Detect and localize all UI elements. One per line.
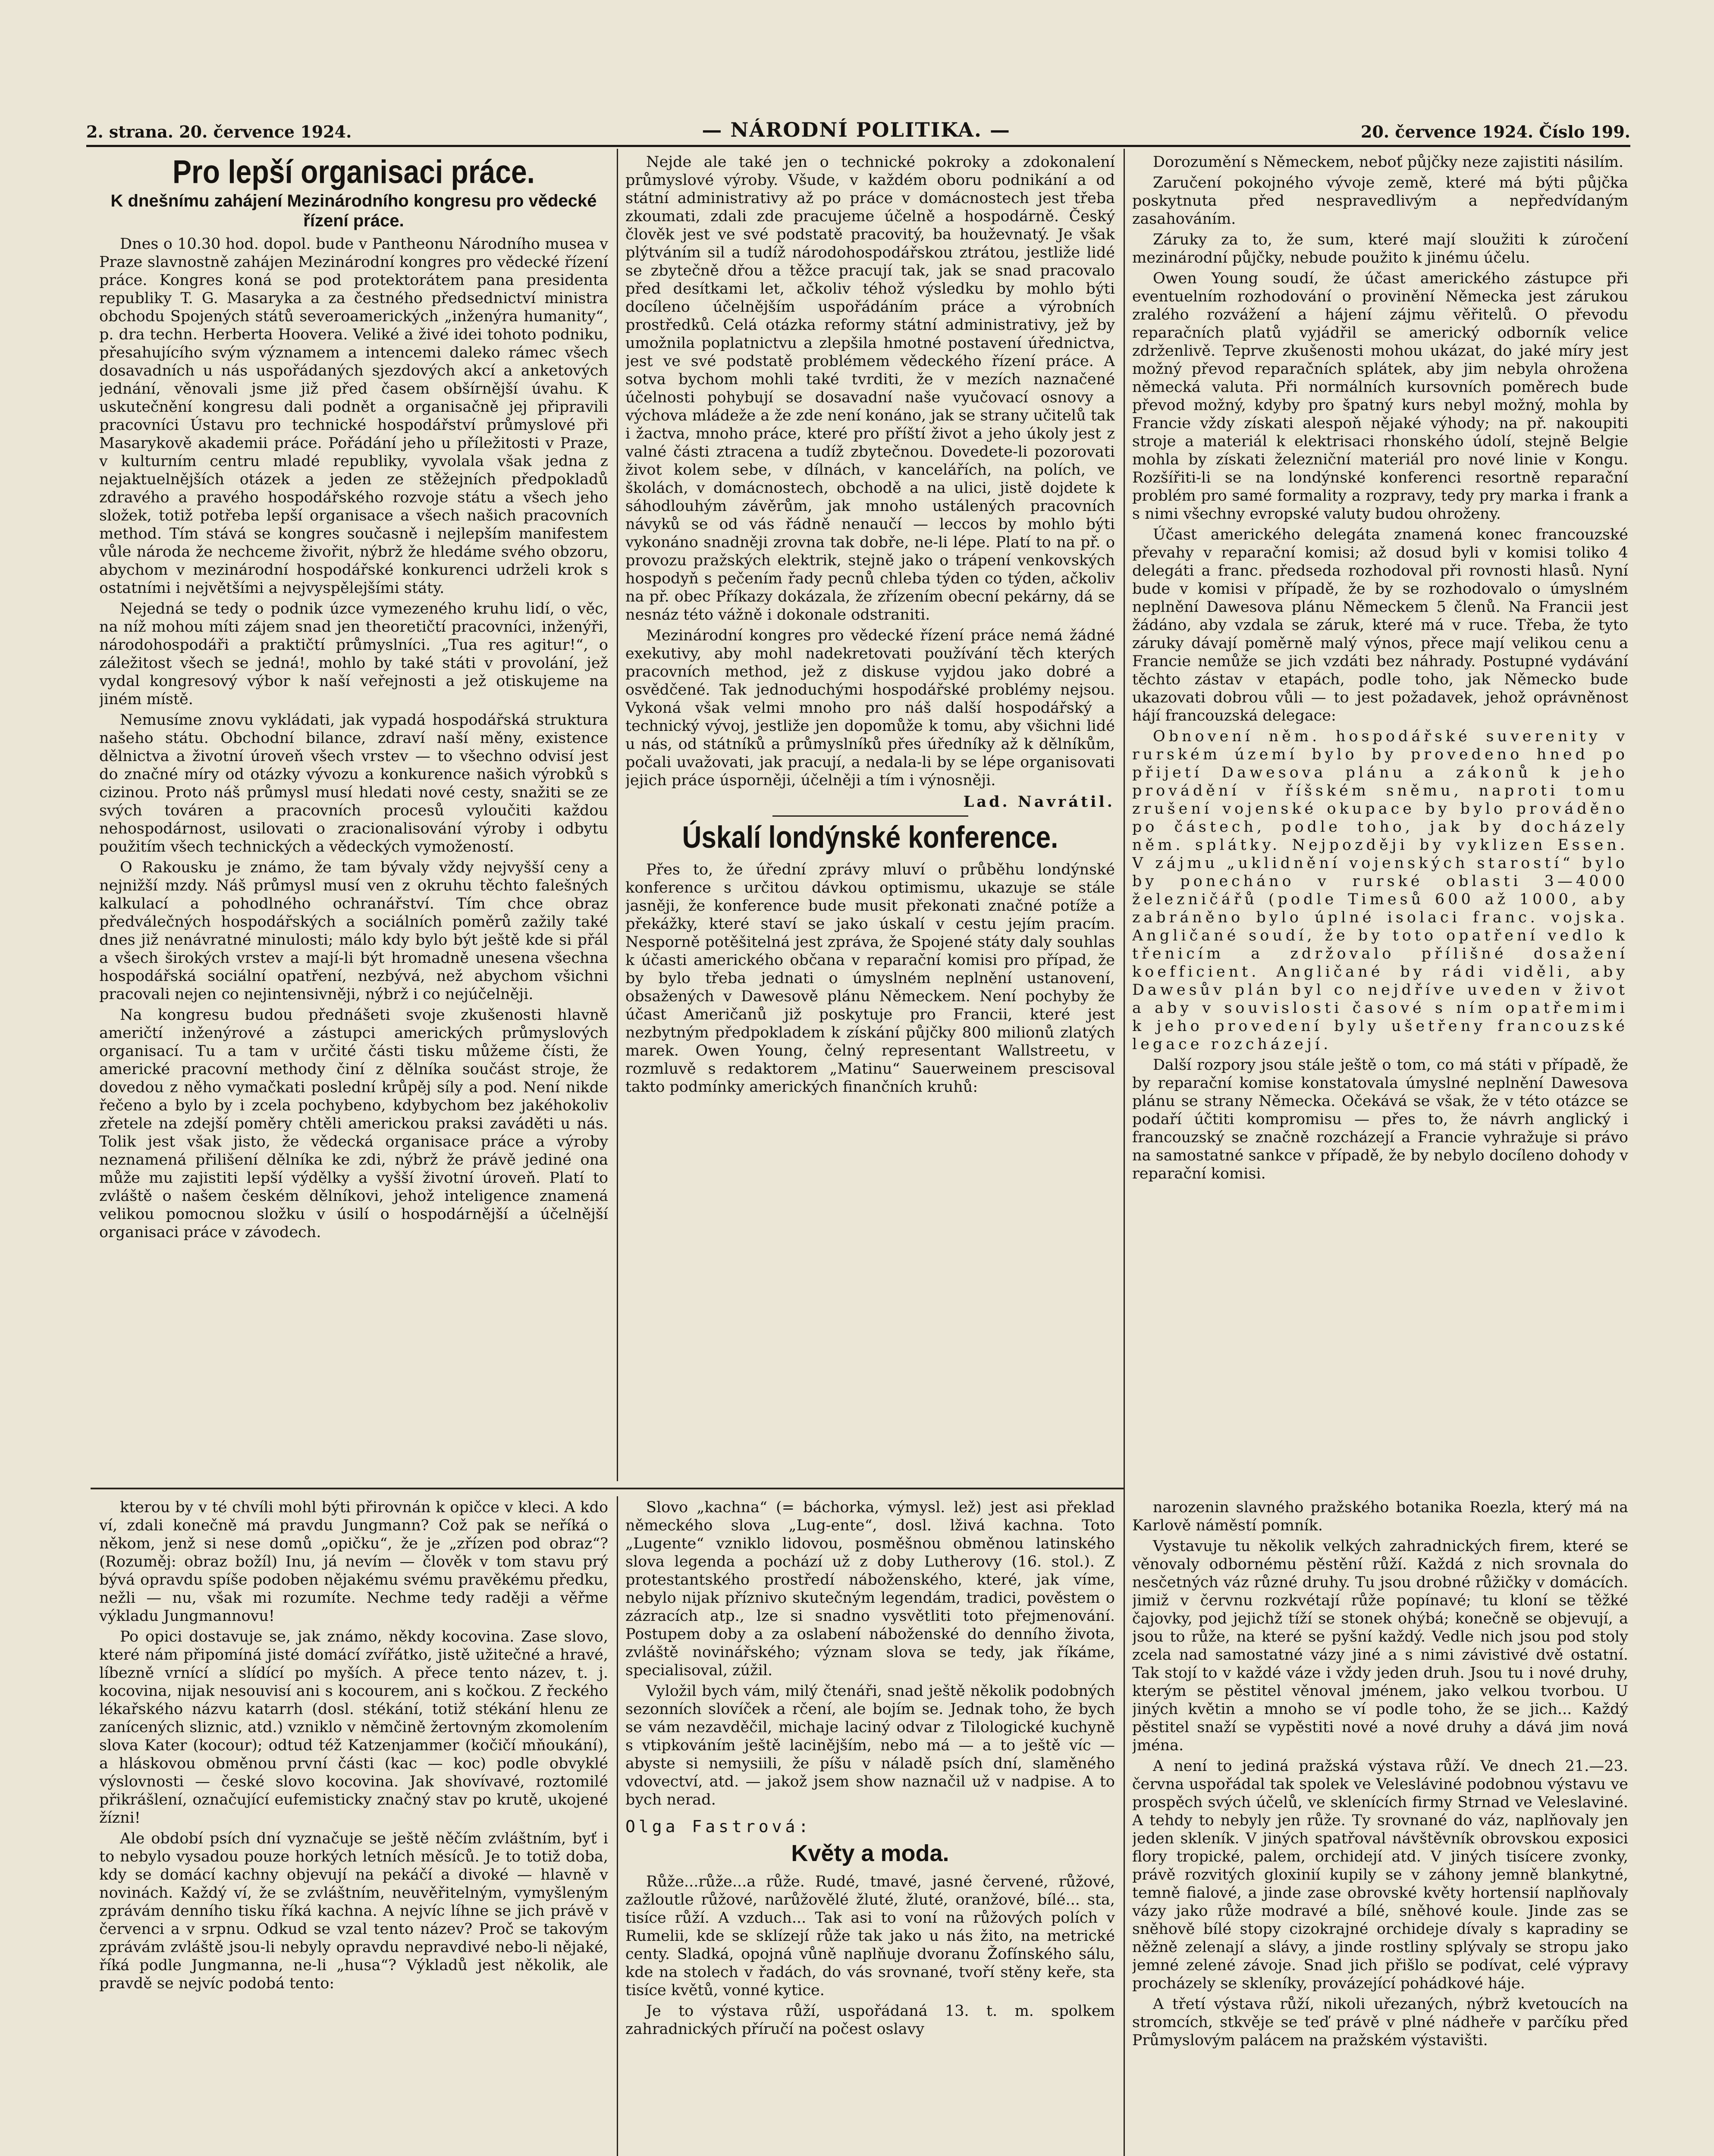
paragraph: Ale období psích dní vyznačuje se ještě něčím zvláštním, byť i to nebylo vysadou pouze horkých letních měsíců. Je to totiž doba, kdy se domácí kachny objevují na pekáčí a divoké — hlavně v novinách. Každý ví, že se zvláštním, neuvěřitelným, vymyšleným zprávám denního tisku říká kachna. A nejvíc líhne se jich právě v červenci a v srpnu. Odkud se vzal tento název? Proč se takovým zprávám zvláště jsou-li nebyly opravdu nepravdivé nebo-li nějaké, říká podle Jungmanna, ne-li „husa“? Výkladů jest několik, ale pravdě se nejvíc podobá tento: <box>99 1830 608 1992</box>
author-signature: Lad. Navrátil. <box>963 793 1115 811</box>
article-subtitle: K dnešnímu zahájení Mezinárodního kongresu pro vědecké řízení práce. <box>110 191 597 230</box>
paragraph: Je to výstava růží, uspořádaná 13. t. m. spolkem zahradnických příručí na počest oslavy <box>625 2002 1115 2038</box>
paragraph: O Rakousku je známo, že tam bývaly vždy nejvyšší ceny a nejnižší mzdy. Náš průmysl musí ven z okruhu těchto falešných kalkulací a pohodlného ochranářství. Tím chce obraz předválečných hospodářských a sociálních poměrů zažily také dnes již nenávratné minulosti; málo kdy bylo být ještě kde si přál a všech širokých vrstev a mají-li být hromadně unesena všechna hospodářská sociální opatření, nezbývá, než abychom všichni pracovali nejen co nejintensivněji, nýbrž i co nejúčelněji. <box>99 859 608 1003</box>
separator <box>772 815 968 817</box>
feuilleton-col2 <box>625 1498 1115 2156</box>
article-title: Pro lepší organisaci práce. <box>172 153 535 190</box>
feuilleton-author: Olga Fastrová: <box>625 1817 812 1836</box>
paragraph: Vyložil bych vám, milý čtenáři, snad ještě několik podobných sezonních slovíček a rčení, ale bojím se. Jednak toho, že bych se vám nezavděčil, michaje laciný odvar z Tilologické kuchyně s vtipkováním ještě lacinějším, nebo má — a to ještě víc — abyste si nemysiili, že píšu v náladě psích dní, slaměného vdovectví, atd. — jakož jsem show naznačil už v nadpise. A to bych nerad. <box>625 1683 1115 1808</box>
paragraph: Nemusíme znovu vykládati, jak vypadá hospodářská struktura našeho státu. Obchodní bilance, zdraví naší měny, existence dělnictva a životní úroveň všech vrstev — to všechno odvisí jest do značné míry od otázky vývozu a konkurence našich výrobků s cizinou. Proto náš průmysl musí hledati nové cesty, snažiti se ze svých továren a pracovních procesů vyloučiti každou nehospodárnost, usilovati o zracionalisování výroby i odbytu použitím všech technických a vědeckých vymožeností. <box>99 711 608 856</box>
article-column-2 <box>625 153 1115 1483</box>
feuilleton-divider <box>91 1488 1124 1489</box>
article-organisace-col1 <box>99 153 608 1483</box>
newspaper-name: — NÁRODNÍ POLITIKA. — <box>702 118 1011 141</box>
paragraph: Vystavuje tu několik velkých zahradnických firem, které se věnovaly odbornému pěstění růží. Každá z nich srovnala do nesčetných váz různé druhy. Tu jsou drobné růžičky v domácích. jimiž v červnu rozkvétají růže popínavé; tu kloní se těžké čajovky, pod jejichž tíží se stonek ohýbá; konečně se objevují, a jsou to růže, na které se pyšní každý. Vedle nich jsou pod stoly zcela nad samostatné vázy jiné a s nimi závistivé dvě ostatní. Tak stojí to v každé váze i vždy jeden druh. Jsou tu i nové druhy, kterým se pěstitel věnoval jménem, jako velkou tvorbou. U jiných květin a mnoho se ví podle toho, že se jich... Každý pěstitel snaží se vypěstiti nové a nové druhy a dává jim nová jména. <box>1132 1538 1628 1754</box>
paragraph: Zaručení pokojného vývoje země, které má býti půjčka poskytnuta před nespravedlivým a nepředvídaným zasahováním. <box>1132 174 1628 228</box>
column-rule <box>617 149 618 1481</box>
paragraph: Účast amerického delegáta znamená konec francouzské převahy v reparační komisi; až dosud byli v komisi toliko 4 delegáti a franc. předseda rozhodoval při rovnosti hlasů. Nyní bude v komisi v případě, že by se rozhodovalo o úmyslném neplnění Dawesova plánu Německem 5 členů. Na Francii jest žádáno, aby vzdala se záruk, které má v ruce. Třeba, že tyto záruky dávají poměrně malý výnos, přece mají velikou cenu a Francie nemůže se jich vzdáti bez náhrady. Postupné vydávání těchto zástav v etapách, podle toho, jak Německo bude ukazovati dobrou vůli — to jest požadavek, jehož oprávněnost hájí francouzská delegace: <box>1132 526 1628 724</box>
column-rule <box>1124 149 1125 2156</box>
paragraph: Owen Young soudí, že účast amerického zástupce při eventuelním rozhodování o provinění Německa jest zárukou zralého rozvážení a hájení zájmu věřitelů. O převodu reparačních platů vyjádřil se americký odborník velice zdrženlivě. Teprve zkušenosti mohou ukázat, do jaké míry jest možný převod reparačních splátek, aby jim nebyla ohrožena německá valuta. Při normálních kursovních poměrech bude převod možný, kdyby pro špatný kurs nebyl možný, mohla by Francie vždy získati alespoň nějaké výhody; na př. nakoupiti stroje a materiál k elektrisaci rhonského údolí, stejně Belgie mohla by získati železniční materiál pro nové linie v Kongu. Rozšířiti-li se na londýnské konferenci resortně reparační problém pro samé formality a rozpravy, tedy pry marka i frank a s nimi všechny evropské valuty budou ohroženy. <box>1132 270 1628 523</box>
paragraph: narozenin slavného pražského botanika Roezla, který má na Karlově náměstí pomník. <box>1132 1499 1628 1534</box>
header-date-left: 2. strana. 20. července 1924. <box>86 122 352 141</box>
header-date-issue: 20. července 1924. Číslo 199. <box>1361 122 1630 141</box>
paragraph: Na kongresu budou přednášeti svoje zkušenosti hlavně američtí inženýrové a zástupci amerických průmyslových organisací. Tu a tam v určité části tisku můžeme čísti, že americké pracovní methody činí z dělníka součást stroje, že dovedou z něho vymačkati poslední krůpěj síly a pod. Není nikde řečeno a bylo by i zcela pochybeno, kdybychom bez jakéhokoliv zřetele na zdejší poměry chtěli americkou praksi zaváděti u nás. Tolik jest však jisto, že vědecká organisace práce a výroby neznamená přilišení dělníka ke zdi, nýbrž že právě jediné ona může mu zajistiti lepší výdělky a vyšší životní úroveň. Platí to zvláště o našem českém dělníkovi, jehož inteligence znamená velikou pomocnou složku v úsilí o hospodárnější a účelnější organisaci práce v závodech. <box>99 1006 608 1241</box>
paragraph: A třetí výstava růží, nikoli uřezaných, nýbrž kvetoucích na stromcích, stkvěje se teď právě v plné nádheře v parčíku před Průmyslovým palácem na pražském výstavišti. <box>1132 1996 1628 2049</box>
paragraph: Dorozumění s Německem, neboť půjčky neze zajistiti násilím. <box>1153 154 1624 171</box>
paragraph: Nejedná se tedy o podnik úzce vymezeného kruhu lidí, o věc, na níž mohou míti zájem snad jen theoretičtí pracovníci, inženýři, národohospodáři a praktičtí průmyslníci. „Tua res agitur!“, o záležitost všech se jedná!, mohlo by také státi v provolání, jež vydal kongresový výbor k naší veřejnosti a jež otiskujeme na jiném místě. <box>99 600 608 708</box>
column-rule <box>617 1496 618 2156</box>
article-londyn-col3 <box>1132 153 1628 1483</box>
paragraph: kterou by v té chvíli mohl býti přirovnán k opičce v kleci. A kdo ví, zdali konečně má pravdu Jungmann? Což pak se neříká o někom, jenž si nese domů „opičku“, že je „zřízen pod obraz“? (Rozuměj: obraz božíl) Inu, já nevím — člověk v tom stavu prý bývá opravdu spíše podoben nějakému svému pravěkému předku, nežli — nu, však mi rozumíte. Nechme tedy raději a věřme výkladu Jungmannovu! <box>99 1499 608 1625</box>
paragraph: Růže...růže...a růže. Rudé, tmavé, jasné červené, růžové, zažloutle růžové, narůžovělé žluté, žluté, oranžové, bílé... sta, tisíce růží. A vzduch... Tak asi to voní na růžových polích v Rumelii, kde se sklízejí růže tak jako u nás žito, na metrické centy. Sladká, opojná vůně naplňuje dvoranu Žofínského sálu, kde na stolech v řadách, do vás srovnané, tvoří stěny keře, sta tisíce květů, vonné kytice. <box>625 1873 1115 1999</box>
article-title: Úskalí londýnské konference. <box>682 820 1058 855</box>
paragraph: Mezinárodní kongres pro vědecké řízení práce nemá žádné exekutivy, aby mohl nadekretovati používání těch kterých pracovních method, jež z diskuse vyjdou jako dobré a osvědčené. Tak jednoduchými hospodářské problémy nejsou. Vykoná však velmi mnoho pro náš další hospodářský a technický vývoj, jestliže jen dopomůže k tomu, aby všichni lidé u nás, od státníků a průmyslníků přes úředníky až k dělníkům, počali uvažovati, jak pracují, a nedala-li by se lépe organisovati jejich práce úsporněji, účelněji a tím i výnosněji. <box>625 627 1115 789</box>
paragraph: Po opici dostavuje se, jak známo, někdy kocovina. Zase slovo, které nám připomíná jisté domácí zvířátko, jistě užitečné a hravé, líbezně vrnící a slídící po myších. A přece tento název, t. j. kocovina, nijak nesouvisí ani s kocourem, ani s kočkou. Z řeckého lékařského názvu katarrh (dosl. stékání, totiž stékání hlenu ze zanícených sliznic, atd.) vzniklo v němčině žertovným zkomolením slova Kater (kocour); odtud též Katzenjammer (kočičí mňoukání), a hláskovou obměnou první části (kac — koc) podle obvyklé výslovnosti — české slovo kocovina. Jak shovívavé, roztomilé přikrášlení, označující eufemisticky značný stav po krutě, ukojené žízni! <box>99 1628 608 1827</box>
paragraph: Další rozpory jsou stále ještě o tom, co má státi v případě, že by reparační komise konstatovala úmyslné neplnění Dawesova plánu se strany Německa. Očekává se však, že v této otázce se podaří účtiti kompromisu — přes to, že návrh anglický i francouzský se značně rozcházejí a Francie vyhražuje si právo na samostatné sankce v případě, že by nebylo docíleno dohody v reparační komisi. <box>1132 1056 1628 1182</box>
paragraph: Slovo „kachna“ (= báchorka, výmysl. lež) jest asi překlad německého slova „Lug-ente“, dosl. lživá kachna. Toto „Lugente“ vzniklo lidovou, posměšnou obměnou latinského slova legenda a pochází už z doby Lutherovy (16. stol.). Z protestantského prostředí náboženského, které, jak víme, nebylo nijak příznivo skutečným legendám, tradici, pověstem o zázracích atp., lze si snadno vysvětliti toto přejmenování. Postupem doby a za oslabení náboženské do denního života, zvláště novinářského; význam slova se tedy, jak říkáme, specialisoval, zúžil. <box>625 1499 1115 1679</box>
feuilleton-title: Květy a moda. <box>791 1840 949 1866</box>
masthead <box>86 111 1630 147</box>
paragraph: A není to jediná pražská výstava růží. Ve dnech 21.—23. června uspořádal tak spolek ve Velesláviné podobnou výstavu ve prospěch svých účelů, ve sklenících firmy Strnad ve Veleslaviné. A tehdy to nebyly jen růže. Ty srovnané do váz, naplňovaly jen jeden skleník. V jiných spatřoval návštěvník obrovskou exposici flory tropické, palem, orchidejí atd. V jiných tisícere zvonky, právě rozvitých gloxinií kupily se v záhony jemně blankytné, temně fialové, a jinde zase obrovské květy hortensií naplňovaly vázy jako růže modravé a bílé, sněhové koule. Jinde zas se sněhově bílé stopy cizokrajné orchideje dívaly s kapradiny se něžně zelenají a slávy, a jinde rostliny splývaly se stropu jako jemné zelené závoje. Snad jich přišlo se podívat, celé výpravy procházely se skleníky, provázející pohádkové háje. <box>1132 1758 1628 1992</box>
feuilleton-col1 <box>99 1498 608 2156</box>
paragraph: Záruky za to, že sum, které mají sloužiti k zúročení mezinárodní půjčky, nebude použito k jinému účelu. <box>1132 231 1628 266</box>
paragraph: Dnes o 10.30 hod. dopol. bude v Pantheonu Národního musea v Praze slavnostně zahájen Mezinárodní kongres pro vědecké řízení práce. Kongres koná se pod protektorátem pana presidenta republiky T. G. Masaryka a za čestného předsednictví ministra obchodu Spojených států severoamerických „inženýra humanity“, p. dra techn. Herberta Hoovera. Veliké a živé idei tohoto podniku, přesahujícího svým významem a intencemi daleko rámec všech dosavadních u nás uspořádaných sjezdových akcí a anketových jednání, věnovali jsme již před časem obšírnější úvahu. K uskutečnění kongresu dali podnět a organisačně jej připravili pracovníci Ústavu pro technické hospodářství průmyslové při Masarykově akademii práce. Pořádání jeho u příležitosti v Praze, v kulturním centru mladé republiky, vyvolala však jedna z nejaktuelnějších otázek a jeden ze stěžejních předpokladů zdravého a pravého hospodářského rozvoje státu a všech jeho složek, totiž potřeba lepší organisace a všech našich pracovních method. Tím stává se kongres současně i nejlepším manifestem vůle národa že nechceme živořit, nýbrž že hledáme svého obzoru, abychom v mezinárodní hospodářské konkurenci udrželi krok s ostatními i největšími a nejvyspělejšími státy. <box>99 235 608 597</box>
paragraph: Nejde ale také jen o technické pokroky a zdokonalení průmyslové výroby. Všude, v každém oboru podnikání a od státní administrativy až po práce v domácnostech jest třeba zkoumati, zdali zde pracujeme účelně a hospodárně. Český člověk jest ve své podstatě pracovitý, ba houževnatý. Je však plýtváním sil a tudíž národohospodářskou ztrátou, jestliže lidé se zbytečně dřou a těžce pracují tak, jak se snad pracovalo před desítkami let, ačkoliv téhož výsledku by mohlo býti docíleno účelnějším uspořádáním práce a výrobních prostředků. Celá otázka reformy státní administrativy, jež by umožnila poplatnictvu a zlepšila hmotné postavení úřednictva, jest ve své podstatě problémem vědeckého řízení práce. A sotva bychom mohli také tvrditi, že v mezích naznačené účelnosti pohybují se dosavadní naše vyučovací osnovy a výchova mládeže a že zde není konáno, jak se strany učitelů tak i žactva, mnoho práce, které pro příští život a jeho úkoly jest z valné části ztracena a tudíž zbytečnou. Dovedete-li pozorovati život kolem sebe, v dílnách, v kancelářích, na polích, ve školách, v domácnostech, obchodě a na ulici, jistě dojdete k sáhodlouhým závěrům, jak mnoho ustálených pracovních návyků se od vás řádně nenaučí — leccos by mohlo býti vykonáno snadněji zrovna tak dobře, ne-li lépe. Platí to na př. o provozu pražských elektrik, stejně jako o trápení venkovských hospodyň s pečením řady pecnů chleba týden co týden, ačkoliv na př. obec Příkazy dokázala, že zřízením obecní pekárny, dá se nesnáz této vážně i dokonale odstraniti. <box>625 154 1115 624</box>
feuilleton-col3 <box>1132 1498 1628 2156</box>
paragraph: Obnovení něm. hospodářské suverenity v rurském území bylo by provedeno hned po přijetí Dawesova plánu a zákonů k jeho provádění v říšském sněmu, naproti tomu zrušení vojenské okupace by bylo prováděno po částech, podle toho, jak by docházely něm. splátky. Nejpozději by vyklizen Essen. V zájmu „uklidnění vojenských starostí“ bylo by ponecháno v rurské oblasti 3—4000 železničářů (podle Timesů 600 až 1000, aby zabráněno bylo úplné isolaci franc. vojska. Angličané soudí, že by toto opatření vedlo k třenicím a zdržovalo přílišné dosažení koefficient. Angličané by rádi viděli, aby Dawesův plán byl co nejdříve uveden v život a aby v souvislosti časové s ním opatřemimi k jeho provedení byly ušetřeny francouzské legace rozcházejí. <box>1132 728 1628 1053</box>
paragraph: Přes to, že úřední zprávy mluví o průběhu londýnské konference s určitou dávkou optimismu, ukazuje se stále jasněji, že konference bude musit překonati značné potíže a překážky, které staví se jako úskalí v cestu jejím pracím. Nesporně potěšitelná jest zpráva, že Spojené státy daly souhlas k účasti amerického občana v reparační komisi pro případ, že by bylo třeba jednati o úmyslném neplnění ustanovení, obsažených v Dawesově plánu Německem. Není pochyby že účast Američanů již poskytuje pro Francii, které jest nezbytným předpokladem k získání půjčky 800 milionů zlatých marek. Owen Young, čelný representant Wallstreetu, v rozmluvě s redaktorem „Matinu“ Sauerweinem prescisoval takto podmínky amerických finančních kruhů: <box>625 861 1115 1096</box>
